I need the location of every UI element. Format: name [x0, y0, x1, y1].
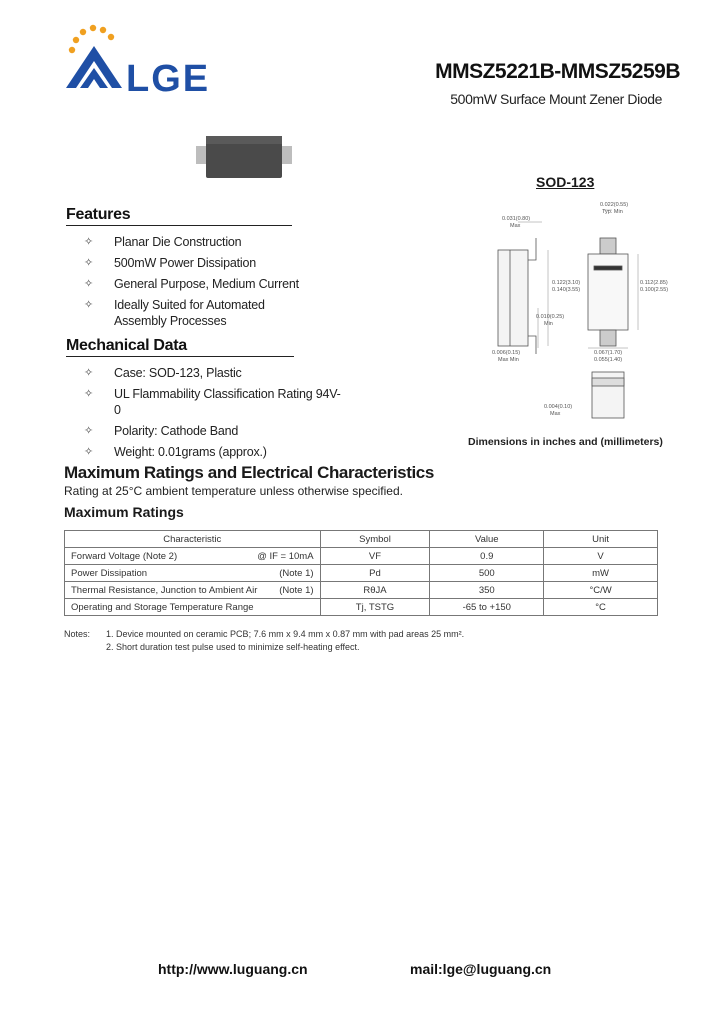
svg-text:0.140(3.55): 0.140(3.55)	[552, 287, 581, 293]
svg-text:Max: Max	[510, 223, 521, 229]
svg-text:0.031(0.80): 0.031(0.80)	[502, 216, 531, 222]
notes-label: Notes:	[64, 629, 91, 639]
part-number-title: MMSZ5221B-MMSZ5259B	[435, 60, 680, 83]
note-2: 2. Short duration test pulse used to minimize self-heating effect.	[106, 642, 360, 652]
end-view	[592, 372, 624, 418]
svg-text:0.055(1.40): 0.055(1.40)	[594, 357, 623, 363]
features-list	[66, 234, 346, 329]
col-unit: Unit	[544, 531, 658, 548]
bullet-icon: ✧	[84, 388, 94, 400]
list-item: ✧ Polarity: Cathode Band	[84, 424, 239, 438]
logo	[62, 22, 126, 92]
svg-text:0.006(0.15): 0.006(0.15)	[492, 350, 521, 356]
table-row: Thermal Resistance, Junction to Ambient Air (Note 1) RθJA 350 °C/W	[65, 582, 658, 599]
component-photo	[196, 132, 292, 182]
ratings-note: Rating at 25°C ambient temperature unless otherwise specified.	[64, 484, 403, 498]
svg-text:0.122(3.10): 0.122(3.10)	[552, 280, 581, 286]
svg-text:0.100(2.55): 0.100(2.55)	[640, 287, 669, 293]
svg-text:0.112(2.85): 0.112(2.85)	[640, 280, 668, 286]
logo-text: LGE	[126, 58, 211, 100]
notes	[64, 628, 464, 654]
package-drawing	[488, 198, 688, 432]
max-ratings-subheading: Maximum Ratings	[64, 504, 184, 520]
bullet-icon: ✧	[84, 425, 94, 437]
table-row: Operating and Storage Temperature Range Tj, TSTG -65 to +150 °C	[65, 599, 658, 616]
footer-website-link[interactable]: http://www.luguang.cn	[158, 961, 308, 977]
svg-text:0.067(1.70): 0.067(1.70)	[594, 350, 623, 356]
table-header-row	[65, 531, 658, 548]
note-1: 1. Device mounted on ceramic PCB; 7.6 mm x 9.4 mm x 0.87 mm with pad areas 25 mm².	[106, 629, 465, 639]
table-row: Forward Voltage (Note 2) @ IF = 10mA VF 0.9 V	[65, 548, 658, 565]
list-item: ✧ General Purpose, Medium Current	[84, 277, 299, 291]
part-subtitle: 500mW Surface Mount Zener Diode	[450, 91, 662, 107]
top-view	[588, 238, 628, 346]
bullet-icon: ✧	[84, 257, 94, 269]
package-title: SOD-123	[536, 174, 595, 190]
dimension-caption: Dimensions in inches and (millimeters)	[468, 436, 663, 448]
list-item: ✧ Ideally Suited for Automated Assembly Processes	[84, 298, 265, 328]
mechanical-section	[66, 337, 346, 465]
list-item: ✧ UL Flammability Classification Rating 94V-0	[84, 387, 341, 417]
svg-text:Max: Max	[550, 411, 561, 417]
list-item: ✧ Planar Die Construction	[84, 235, 242, 249]
diode-package-icon	[196, 132, 292, 182]
list-item: ✧ Case: SOD-123, Plastic	[84, 366, 242, 380]
bullet-icon: ✧	[84, 278, 94, 290]
bullet-icon: ✧	[84, 367, 94, 379]
features-title: Features	[66, 206, 292, 226]
list-item: ✧ Weight: 0.01grams (approx.)	[84, 445, 267, 459]
svg-text:Min: Min	[544, 321, 553, 327]
mechanical-title: Mechanical Data	[66, 337, 294, 357]
ratings-heading: Maximum Ratings and Electrical Characteristics	[64, 463, 434, 482]
col-characteristic: Characteristic	[65, 531, 321, 548]
svg-text:0.022(0.55): 0.022(0.55)	[600, 202, 629, 208]
svg-text:0.004(0.10): 0.004(0.10)	[544, 404, 573, 410]
bullet-icon: ✧	[84, 299, 94, 311]
col-symbol: Symbol	[320, 531, 430, 548]
mechanical-list	[66, 365, 346, 460]
svg-text:Typ. Min: Typ. Min	[602, 209, 623, 215]
ratings-table	[64, 530, 658, 616]
svg-text:Max Min: Max Min	[498, 357, 519, 363]
table-row: Power Dissipation (Note 1) Pd 500 mW	[65, 565, 658, 582]
footer-email-link[interactable]: mail:lge@luguang.cn	[410, 961, 552, 977]
sod123-dimension-drawing	[488, 198, 688, 432]
side-view	[498, 238, 536, 354]
list-item: ✧ 500mW Power Dissipation	[84, 256, 256, 270]
features-section	[66, 206, 326, 334]
bullet-icon: ✧	[84, 236, 94, 248]
col-value: Value	[430, 531, 544, 548]
logo-mark-icon	[62, 22, 126, 92]
bullet-icon: ✧	[84, 446, 94, 458]
svg-text:0.010(0.25): 0.010(0.25)	[536, 314, 565, 320]
